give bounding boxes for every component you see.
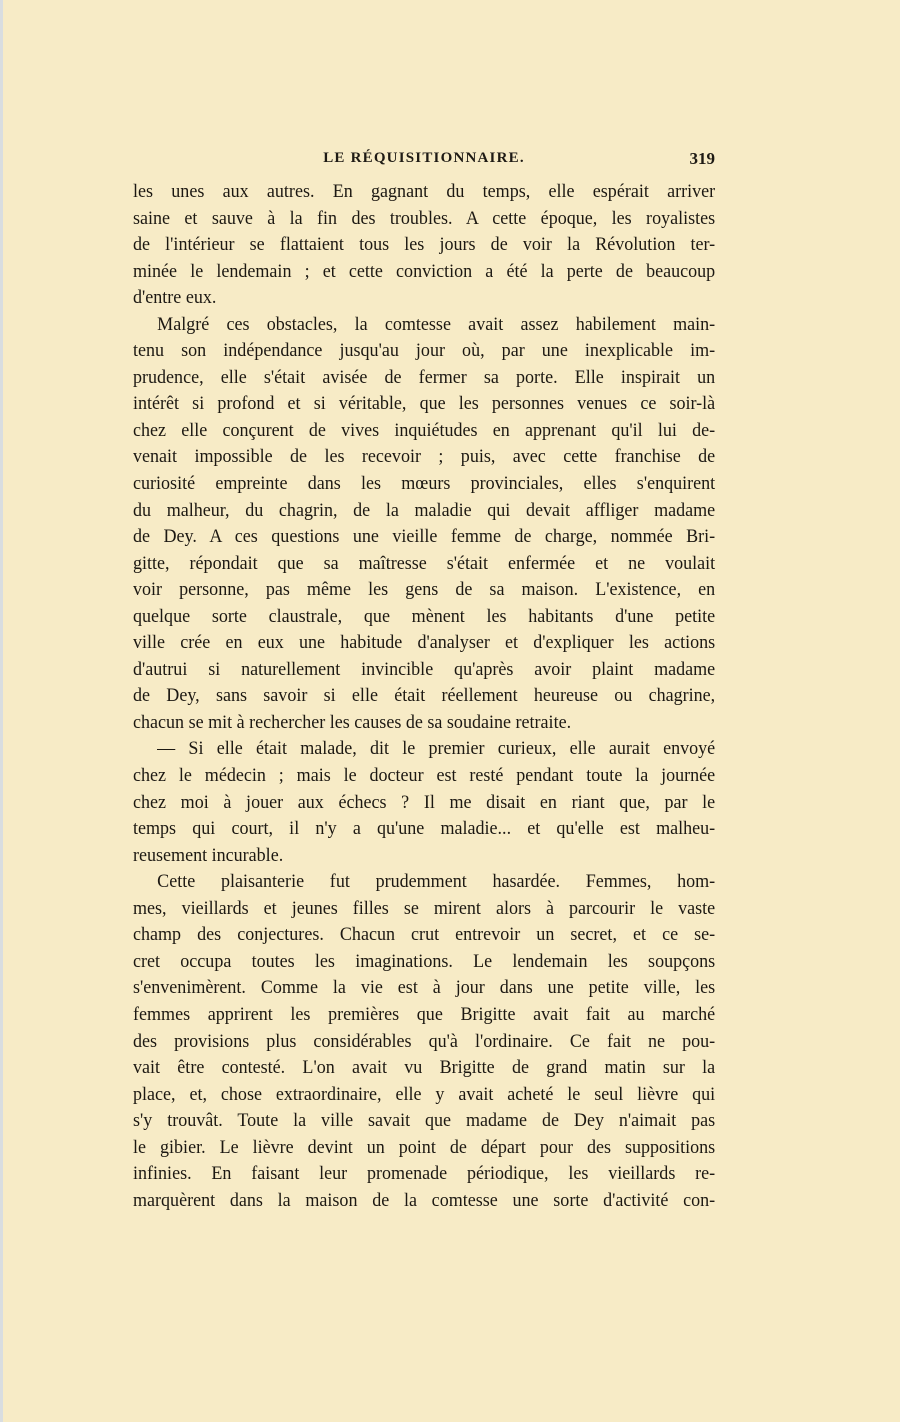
text-line: vait être contesté. L'on avait vu Brigitte de grand matin sur la <box>133 1057 716 1079</box>
text-line: Cette plaisanterie fut prudemment hasardée. Femmes, hom- <box>157 871 716 893</box>
text-line: de l'intérieur se flattaient tous les jours de voir la Révolution ter- <box>133 234 716 256</box>
text-line: cret occupa toutes les imaginations. Le lendemain les soupçons <box>133 950 716 972</box>
text-line: prudence, elle s'était avisée de fermer sa porte. Elle inspirait un <box>133 366 716 388</box>
paragraph <box>133 312 716 737</box>
text-line: saine et sauve à la fin des troubles. A cette époque, les royalistes <box>133 207 716 229</box>
text-line: tenu son indépendance jusqu'au jour où, par une inexplicable im- <box>133 340 716 362</box>
text-line: de Dey. A ces questions une vieille femme de charge, nommée Bri- <box>133 526 716 548</box>
text-line: chez le médecin ; mais le docteur est resté pendant toute la journée <box>133 765 716 787</box>
text-line: des provisions plus considérables qu'à l'ordinaire. Ce fait ne pou- <box>133 1030 716 1052</box>
running-title: LE RÉQUISITIONNAIRE. <box>323 150 525 166</box>
text-line: marquèrent dans la maison de la comtesse une sorte d'activité con- <box>133 1189 716 1211</box>
text-line: chacun se mit à rechercher les causes de sa soudaine retraite. <box>133 711 572 733</box>
text-line: place, et, chose extraordinaire, elle y avait acheté le seul lièvre qui <box>133 1083 716 1105</box>
text-line: Malgré ces obstacles, la comtesse avait assez habilement main- <box>157 313 716 335</box>
text-line: d'entre eux. <box>133 287 217 309</box>
text-line: femmes apprirent les premières que Brigitte avait fait au marché <box>133 1003 716 1025</box>
text-line: minée le lendemain ; et cette conviction a été la perte de beaucoup <box>133 260 716 282</box>
text-line: voir personne, pas même les gens de sa maison. L'existence, en <box>133 579 716 601</box>
text-line: curiosité empreinte dans les mœurs provinciales, elles s'enquirent <box>133 473 716 495</box>
running-head <box>133 148 715 174</box>
text-line: — Si elle était malade, dit le premier curieux, elle aurait envoyé <box>157 738 716 760</box>
paragraph <box>133 869 716 1214</box>
text-line: venait impossible de les recevoir ; puis, avec cette franchise de <box>133 446 716 468</box>
text-line: quelque sorte claustrale, que mènent les habitants d'une petite <box>133 605 716 627</box>
text-line: de Dey, sans savoir si elle était réellement heureuse ou chagrine, <box>133 685 716 707</box>
text-line: le gibier. Le lièvre devint un point de départ pour des suppositions <box>133 1136 716 1158</box>
text-line: temps qui court, il n'y a qu'une maladie... et qu'elle est malheu- <box>133 818 716 840</box>
text-line: ville crée en eux une habitude d'analyser et d'expliquer les actions <box>133 632 716 654</box>
text-line: gitte, répondait que sa maîtresse s'était enfermée et ne voulait <box>133 552 716 574</box>
text-line: d'autrui si naturellement invincible qu'après avoir plaint madame <box>133 658 716 680</box>
text-line: intérêt si profond et si véritable, que les personnes venues ce soir-là <box>133 393 716 415</box>
text-line: chez elle conçurent de vives inquiétudes en apprenant qu'il lui de- <box>133 419 716 441</box>
text-line: chez moi à jouer aux échecs ? Il me disait en riant que, par le <box>133 791 716 813</box>
text-line: mes, vieillards et jeunes filles se mirent alors à parcourir le vaste <box>133 897 716 919</box>
text-line: champ des conjectures. Chacun crut entrevoir un secret, et ce se- <box>133 924 716 946</box>
paragraph <box>133 736 716 869</box>
text-line: s'y trouvât. Toute la ville savait que madame de Dey n'aimait pas <box>133 1110 716 1132</box>
page-number: 319 <box>689 149 715 168</box>
text-line: du malheur, du chagrin, de la maladie qui devait affliger madame <box>133 499 716 521</box>
text-line: reusement incurable. <box>133 844 284 866</box>
paragraph <box>133 179 716 312</box>
text-line: les unes aux autres. En gagnant du temps, elle espérait arriver <box>133 181 716 202</box>
text-line: infinies. En faisant leur promenade périodique, les vieillards re- <box>133 1163 716 1185</box>
body-text <box>133 179 716 1214</box>
text-line: s'envenimèrent. Comme la vie est à jour dans une petite ville, les <box>133 977 716 999</box>
